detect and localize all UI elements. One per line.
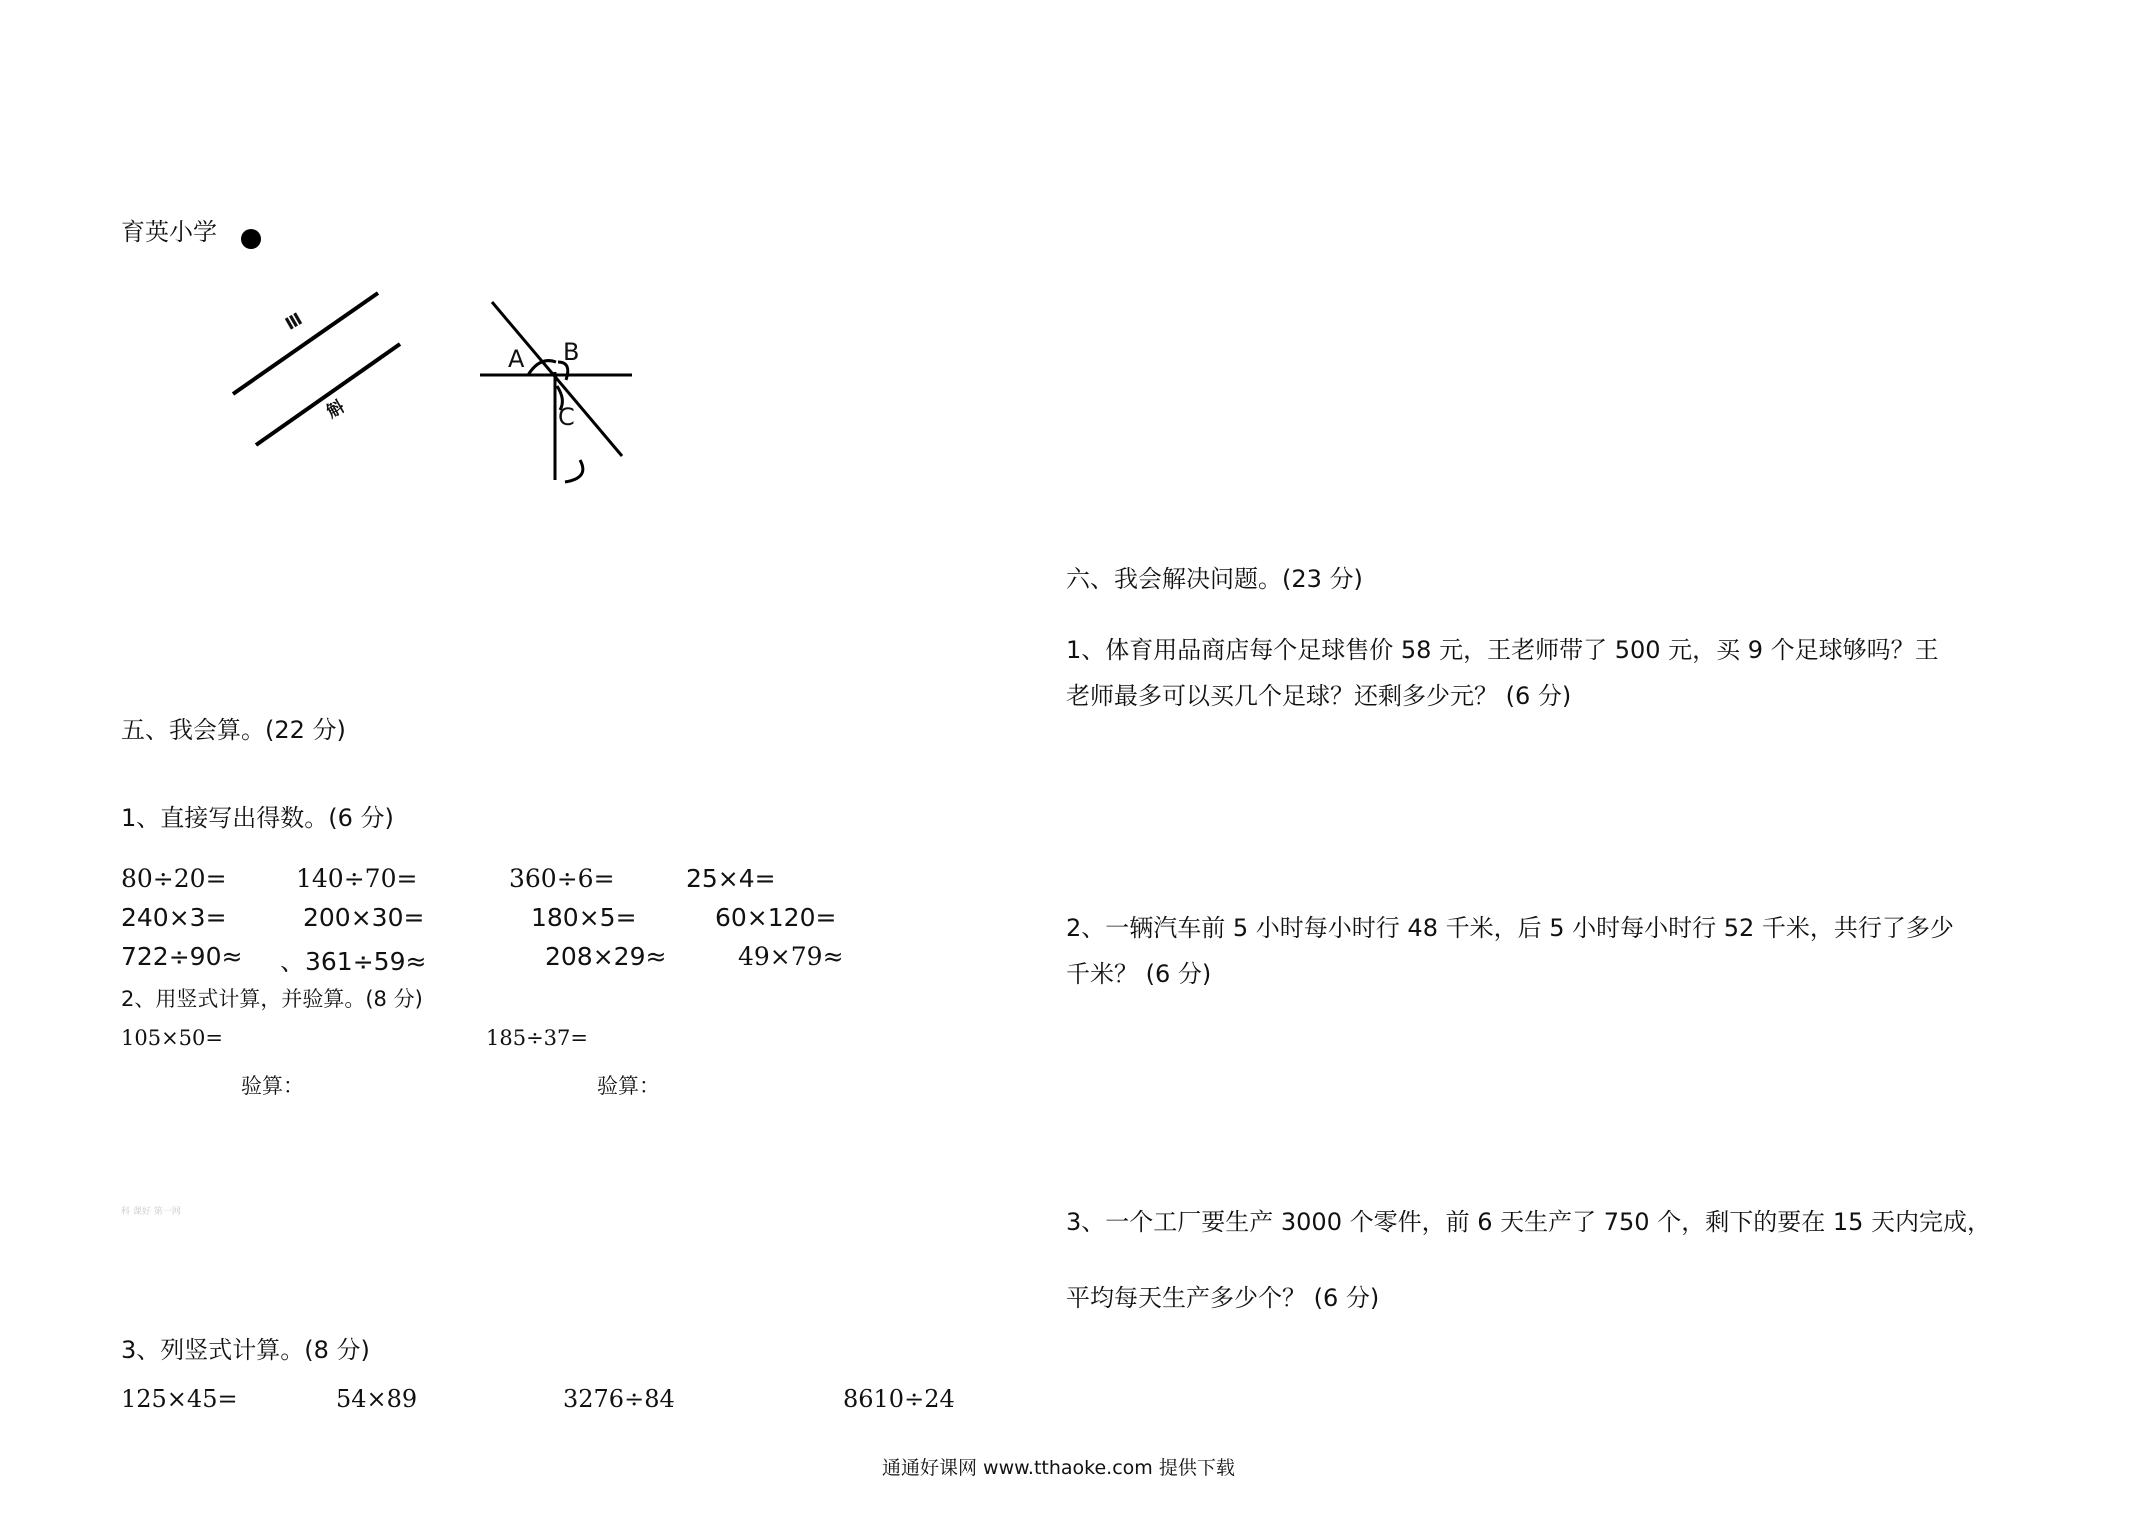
angle-label-b: B <box>563 338 580 366</box>
problem-1-line-2: 老师最多可以买几个足球？还剩多少元？ (6 分) <box>1066 682 1572 710</box>
section-6-title: 六、我会解决问题。(23 分) <box>1066 565 1363 593</box>
q2-check-label-1: 验算： <box>241 1074 304 1098</box>
q3-title: 3、列竖式计算。(8 分) <box>121 1336 370 1364</box>
q2-title: 2、用竖式计算，并验算。(8 分) <box>121 987 423 1011</box>
parallel-mark-1: Ⅲ <box>282 309 307 335</box>
q1-r3-c3: 208×29≈ <box>545 942 667 971</box>
problem-1-line-1: 1、体育用品商店每个足球售价 58 元，王老师带了 500 元，买 9 个足球够吗？王 <box>1066 636 1939 664</box>
q1-r3-c4: 49×79≈ <box>738 942 844 971</box>
q2-problem-1: 105×50= <box>121 1026 223 1050</box>
q3-problem-1: 125×45= <box>121 1385 238 1413</box>
q1-r1-c1: 80÷20= <box>121 864 227 893</box>
diagonal-line <box>492 302 622 456</box>
q1-r3-c2: 、361÷59≈ <box>280 947 427 976</box>
q2-problem-2: 185÷37= <box>486 1026 588 1050</box>
footer-note: 通通好课网 www.tthaoke.com 提供下载 <box>882 1457 1235 1479</box>
section-5-title: 五、我会算。(22 分) <box>121 716 346 744</box>
q1-title: 1、直接写出得数。(6 分) <box>121 804 394 832</box>
q1-r2-c2: 200×30= <box>303 903 425 932</box>
q1-r1-c3: 360÷6= <box>509 864 615 893</box>
problem-3-line-2: 平均每天生产多少个？ (6 分) <box>1066 1284 1380 1312</box>
problem-3-line-1: 3、一个工厂要生产 3000 个零件，前 6 天生产了 750 个，剩下的要在 15 天内完成， <box>1066 1208 1991 1236</box>
q3-problem-2: 54×89 <box>336 1385 418 1413</box>
q3-problem-3: 3276÷84 <box>563 1385 675 1413</box>
q3-problem-4: 8610÷24 <box>843 1385 955 1413</box>
angle-label-c: C <box>558 403 575 431</box>
school-name: 育英小学 <box>121 218 217 246</box>
angle-arc-d <box>565 460 583 482</box>
q1-r1-c4: 25×4= <box>686 864 776 893</box>
q1-r1-c2: 140÷70= <box>296 864 418 893</box>
q1-r3-c1: 722÷90≈ <box>121 942 243 971</box>
q1-r2-c4: 60×120= <box>715 903 837 932</box>
parallel-line-1 <box>233 293 378 394</box>
problem-2-line-1: 2、一辆汽车前 5 小时每小时行 48 千米，后 5 小时每小时行 52 千米，共行了多少 <box>1066 914 1954 942</box>
parallel-line-2 <box>256 344 400 445</box>
angle-label-a: A <box>508 345 525 373</box>
parallel-mark-2: 斛 <box>323 396 349 423</box>
q1-r2-c3: 180×5= <box>531 903 637 932</box>
q2-check-label-2: 验算： <box>597 1074 660 1098</box>
faint-note: 科 课好 第一网 <box>121 1207 181 1217</box>
q1-r2-c1: 240×3= <box>121 903 227 932</box>
problem-2-line-2: 千米？ (6 分) <box>1066 960 1212 988</box>
